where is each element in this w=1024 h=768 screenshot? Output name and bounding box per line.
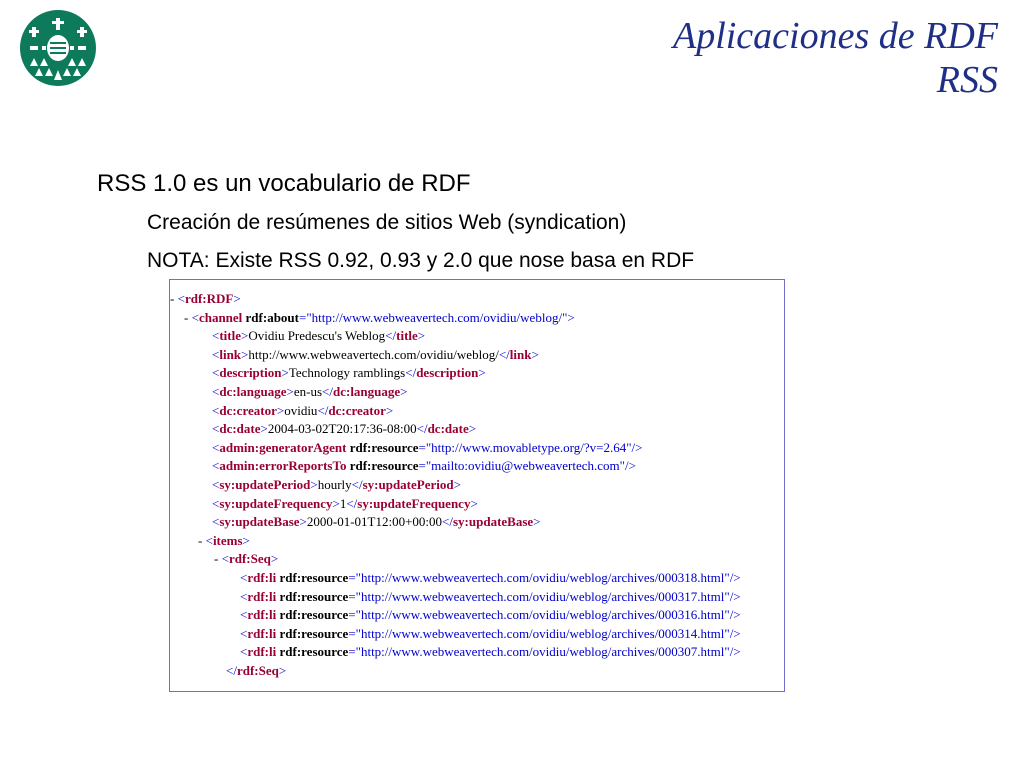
xml-token-val[interactable]: http://www.webweavertech.com/ovidiu/weblog/archives/000307.html (360, 644, 725, 660)
xml-token-pun: "/> (724, 569, 741, 585)
xml-token-pun: < (212, 495, 220, 511)
xml-token-txt: ovidiu (284, 402, 318, 418)
xml-token-tag: rdf:li (247, 607, 277, 623)
xml-token-pun: =" (348, 588, 361, 604)
xml-token-pun: > (310, 476, 318, 492)
xml-line (170, 495, 784, 514)
xml-token-tag: rdf:li (247, 644, 277, 660)
xml-line (170, 532, 784, 551)
xml-token-tag: dc:date (427, 421, 469, 437)
xml-token-attr: rdf:resource (279, 625, 349, 641)
xml-token-pun: </ (346, 495, 358, 511)
xml-token-pun: > (332, 495, 340, 511)
xml-token-tag: dc:creator (328, 402, 386, 418)
xml-token-pun: < (240, 569, 248, 585)
xml-line (170, 662, 784, 681)
xml-line (170, 309, 784, 328)
xml-token-txt: Ovidiu Predescu's Weblog (248, 328, 386, 344)
xml-token-pun: < (212, 346, 220, 362)
xml-line (170, 364, 784, 383)
xml-token-txt: 2000-01-01T12:00+00:00 (306, 514, 443, 530)
xml-token-pun: < (240, 644, 248, 660)
xml-token-tag: items (212, 532, 243, 548)
xml-token-tag: description (219, 365, 282, 381)
xml-token-pun: < (212, 402, 220, 418)
xml-token-pun: </ (226, 662, 237, 678)
xml-token-txt: 2004-03-02T20:17:36-08:00 (267, 421, 417, 437)
xml-token-pun: =" (348, 625, 361, 641)
xml-token-pun: > (281, 365, 289, 381)
xml-line (170, 588, 784, 607)
xml-token-tag: rdf:Seq (236, 662, 279, 678)
xml-token-tag: rdf:li (247, 588, 277, 604)
xml-token-pun: < (240, 588, 248, 604)
xml-token-pun: < (240, 607, 248, 623)
xml-token-tag: channel (198, 309, 243, 325)
xml-token-pun: < (212, 383, 220, 399)
xml-token-pun: > (400, 383, 408, 399)
xml-token-attr: rdf:resource (279, 588, 349, 604)
xml-line (170, 513, 784, 532)
xml-token-tag: title (396, 328, 418, 344)
xml-token-tag: link (509, 346, 532, 362)
xml-line (170, 383, 784, 402)
xml-token-pun: </ (498, 346, 510, 362)
xml-token-pun: < (240, 625, 248, 641)
xml-token-pun: < (212, 365, 220, 381)
xml-token-tag: admin:generatorAgent (219, 439, 347, 455)
xml-token-pun: < (191, 309, 199, 325)
xml-token-pun: > (468, 421, 477, 437)
xml-token-attr: rdf:about (245, 309, 299, 325)
xml-token-attr: rdf:resource (279, 569, 349, 585)
xml-token-pun: < (212, 328, 220, 344)
bullet-level-2-syndication: Creación de resúmenes de sitios Web (syndication) (147, 211, 627, 234)
xml-token-tag: sy:updatePeriod (362, 476, 454, 492)
xml-token-pun: </ (442, 514, 453, 530)
xml-token-pun: > (233, 291, 241, 306)
xml-token-tag: rdf:li (247, 569, 277, 585)
xml-token-pun: > (242, 532, 250, 548)
xml-token-pun: "/> (626, 439, 643, 455)
xml-token-pun: "/> (619, 458, 636, 474)
xml-token-val[interactable]: http://www.webweavertech.com/ovidiu/weblog/archives/000314.html (360, 625, 725, 641)
xml-token-tag: rdf:li (247, 625, 277, 641)
xml-token-tag: rdf:RDF (184, 291, 234, 306)
xml-line (170, 569, 784, 588)
xml-token-pun: </ (317, 402, 329, 418)
xml-token-pun: =" (348, 644, 361, 660)
xml-token-pun: =" (418, 458, 432, 474)
xml-token-attr: rdf:resource (279, 644, 349, 660)
xml-token-pun: </ (351, 476, 363, 492)
xml-token-pun: "/> (724, 625, 741, 641)
xml-token-pun: < (177, 291, 185, 306)
xml-line (170, 606, 784, 625)
xml-token-pun: > (286, 383, 294, 399)
xml-token-tag: sy:updateBase (452, 514, 534, 530)
bullet-level-1: RSS 1.0 es un vocabulario de RDF (97, 170, 471, 197)
xml-token-pun: > (278, 662, 287, 678)
xml-line (170, 402, 784, 421)
xml-token-tag: rdf:Seq (228, 551, 271, 567)
xml-token-pun: > (533, 514, 541, 530)
xml-token-tag: sy:updateFrequency (219, 495, 333, 511)
xml-token-txt: 1 (339, 495, 347, 511)
xml-token-val[interactable]: mailto:ovidiu@webweavertech.com (431, 458, 620, 474)
xml-token-pun: </ (322, 383, 333, 399)
xml-token-pun: < (205, 532, 213, 548)
xml-token-tag: admin:errorReportsTo (219, 458, 347, 474)
collapse-toggle[interactable]: - (198, 532, 206, 548)
xml-token-tag: sy:updateFrequency (357, 495, 471, 511)
xml-token-pun: "/> (724, 588, 741, 604)
xml-token-attr: rdf:resource (349, 458, 419, 474)
xml-token-pun: < (212, 458, 220, 474)
xml-token-pun: > (260, 421, 268, 437)
xml-token-pun: =" (348, 607, 361, 623)
xml-token-txt: http://www.webweavertech.com/ovidiu/weblog/ (248, 346, 499, 362)
xml-token-tag: sy:updateBase (219, 514, 300, 530)
xml-token-pun: > (241, 346, 249, 362)
xml-token-pun: > (385, 402, 394, 418)
xml-line (170, 420, 784, 439)
xml-token-tag: sy:updatePeriod (219, 476, 311, 492)
xml-line (170, 625, 784, 644)
xml-token-pun: "/> (724, 644, 741, 660)
xml-token-pun: =" (348, 569, 361, 585)
xml-token-tag: dc:language (332, 383, 401, 399)
slide-title (673, 14, 998, 102)
xml-line (170, 346, 784, 365)
xml-line (170, 643, 784, 662)
xml-token-pun: > (453, 476, 461, 492)
xml-token-tag: dc:language (219, 383, 287, 399)
xml-line (170, 290, 784, 309)
xml-token-val[interactable]: http://www.webweavertech.com/ovidiu/weblog/ (311, 309, 563, 325)
xml-token-pun: "/> (724, 607, 741, 623)
xml-token-pun: </ (385, 328, 397, 344)
xml-token-txt: Technology ramblings (288, 365, 406, 381)
xml-token-pun: </ (405, 365, 417, 381)
xml-token-pun: > (531, 346, 539, 362)
collapse-toggle[interactable]: - (170, 291, 178, 306)
xml-line (170, 476, 784, 495)
xml-token-pun: < (221, 551, 229, 567)
xml-token-tag: description (416, 365, 479, 381)
xml-token-pun: > (478, 365, 486, 381)
xml-token-pun: < (212, 421, 220, 437)
xml-token-pun: > (276, 402, 285, 418)
collapse-toggle[interactable]: - (214, 551, 222, 567)
xml-token-val[interactable]: http://www.webweavertech.com/ovidiu/weblog/archives/000318.html (360, 569, 725, 585)
xml-token-tag: link (219, 346, 242, 362)
xml-token-attr: rdf:resource (279, 607, 349, 623)
title-line-1: Aplicaciones de RDF (672, 15, 998, 57)
xml-token-val[interactable]: http://www.movabletype.org/?v=2.64 (431, 439, 627, 455)
xml-token-tag: title (219, 328, 241, 344)
xml-token-pun: </ (416, 421, 428, 437)
xml-line (170, 550, 784, 569)
xml-token-attr: rdf:resource (349, 439, 419, 455)
xml-token-val[interactable]: http://www.webweavertech.com/ovidiu/weblog/archives/000316.html (360, 607, 725, 623)
xml-token-tag: dc:date (219, 421, 261, 437)
xml-token-pun: < (212, 514, 220, 530)
xml-token-pun: < (212, 439, 220, 455)
xml-token-pun: > (270, 551, 279, 567)
xml-line (170, 327, 784, 346)
rss-xml-code-box (169, 279, 785, 692)
title-line-2: RSS (936, 59, 998, 101)
xml-token-pun: > (299, 514, 307, 530)
xml-token-pun: > (417, 328, 426, 344)
xml-token-pun: > (241, 328, 249, 344)
xml-token-txt: hourly (317, 476, 352, 492)
xml-token-pun: < (212, 476, 220, 492)
collapse-toggle[interactable]: - (184, 309, 192, 325)
xml-line (170, 439, 784, 458)
xml-token-pun: =" (418, 439, 432, 455)
xml-token-txt: en-us (293, 383, 323, 399)
xml-line (170, 457, 784, 476)
xml-token-tag: dc:creator (219, 402, 277, 418)
xml-token-pun: > (470, 495, 478, 511)
university-logo (20, 10, 96, 86)
xml-token-val[interactable]: http://www.webweavertech.com/ovidiu/weblog/archives/000317.html (360, 588, 725, 604)
xml-token-pun: =" (298, 309, 312, 325)
bullet-level-2-nota: NOTA: Existe RSS 0.92, 0.93 y 2.0 que nose basa en RDF (147, 249, 695, 272)
xml-token-pun: "> (562, 309, 575, 325)
